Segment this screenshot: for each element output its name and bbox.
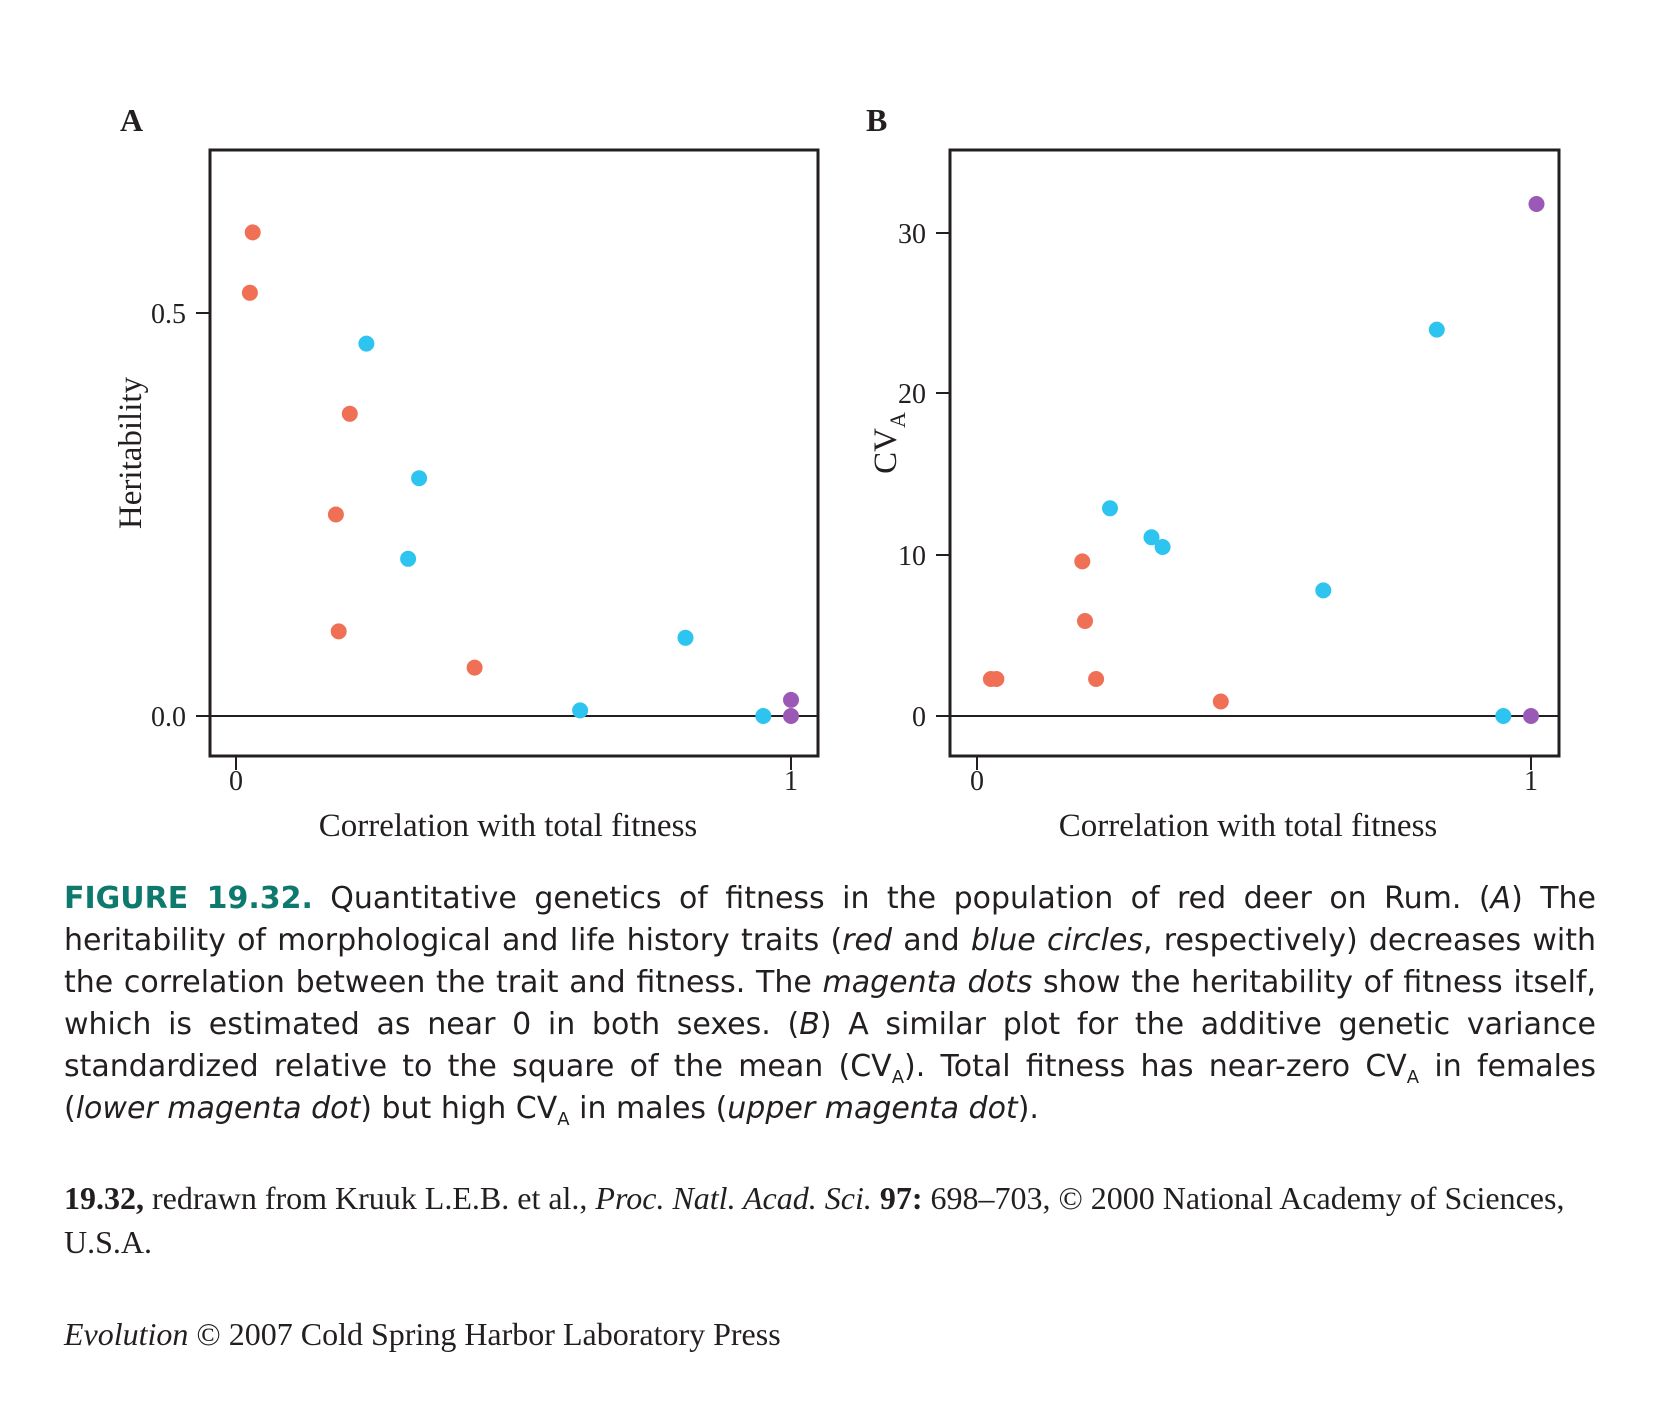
figure-label: FIGURE 19.32. <box>64 881 313 916</box>
panel-b-point-morphological <box>1077 613 1093 629</box>
panel-a-point-morphological <box>467 660 483 676</box>
panel-a-point-life_history <box>755 708 771 724</box>
panel-b-ytick-label-0: 0 <box>912 702 926 733</box>
panel-b-point-life_history <box>1315 582 1331 598</box>
figure-caption <box>64 878 1596 1130</box>
panel-b-frame <box>950 150 1559 756</box>
panel-b-point-life_history <box>1155 539 1171 555</box>
panel-b-point-morphological <box>1213 694 1229 710</box>
panel-b-point-life_history <box>1102 500 1118 516</box>
source-volume: 97: <box>879 1180 923 1216</box>
panel-b-point-life_history <box>1429 322 1445 338</box>
caption-text: show the heritability of fitness itself, which is estimated as near 0 in both sexes. ( <box>64 965 1596 1042</box>
caption-italic: B <box>799 1007 820 1042</box>
source-text <box>872 1180 880 1216</box>
panel-b-y-axis-label <box>868 412 910 474</box>
panel-b-point-fitness <box>1523 708 1539 724</box>
caption-text: ). Total fitness has near-zero CV <box>904 1049 1407 1084</box>
caption-text: ) The heritability of morphological and life history traits ( <box>64 881 1596 958</box>
panel-b <box>866 102 1559 844</box>
panel-a-x-axis-label: Correlation with total fitness <box>318 808 698 844</box>
source-text: redrawn from Kruuk L.E.B. et al., <box>144 1180 596 1216</box>
panel-b-ytick-label-2: 20 <box>898 379 926 410</box>
panel-a-point-morphological <box>331 623 347 639</box>
caption-italic: magenta dots <box>822 965 1033 1000</box>
caption-text: and <box>892 923 971 958</box>
panel-b-x-axis-label: Correlation with total fitness <box>1058 808 1438 844</box>
panel-b-point-fitness <box>1529 196 1545 212</box>
panel-b-ytick-label-3: 30 <box>898 219 926 250</box>
caption-italic: A <box>1490 881 1512 916</box>
panel-b-xtick-label-1: 1 <box>1524 766 1538 797</box>
panel-a-point-morphological <box>328 507 344 523</box>
caption-text: Quantitative genetics of fitness in the population of red deer on Rum. ( <box>312 881 1491 916</box>
caption-subscript: A <box>891 1067 905 1088</box>
caption-italic: blue circles <box>970 923 1144 958</box>
panel-b-point-life_history <box>1495 708 1511 724</box>
panel-a-point-life_history <box>678 630 694 646</box>
panel-a-ytick-label-0: 0.0 <box>151 702 186 733</box>
panel-b-point-morphological <box>988 671 1004 687</box>
panel-a-point-morphological <box>342 406 358 422</box>
panel-a-letter: A <box>120 102 144 138</box>
copyright-text: © 2007 Cold Spring Harbor Laboratory Press <box>188 1316 781 1352</box>
source-number: 19.32, <box>64 1180 144 1216</box>
panel-b-point-morphological <box>1074 553 1090 569</box>
caption-italic: lower magenta dot <box>75 1091 361 1126</box>
panel-b-point-morphological <box>1088 671 1104 687</box>
panel-a-point-life_history <box>400 551 416 567</box>
caption-italic: upper magenta dot <box>727 1091 1018 1126</box>
panel-b-y-axis-label-sub: A <box>885 412 910 429</box>
panel-a-point-fitness <box>783 708 799 724</box>
panel-b-xtick-label-0: 0 <box>970 766 984 797</box>
panel-a-ytick-label-1: 0.5 <box>151 299 186 330</box>
book-title: Evolution <box>64 1316 189 1352</box>
caption-text: in females ( <box>64 1049 1597 1126</box>
panel-b-ytick-label-1: 10 <box>898 541 926 572</box>
panel-a-point-morphological <box>242 285 258 301</box>
caption-text: ). <box>1017 1091 1039 1126</box>
figure-source <box>64 1176 1596 1264</box>
panel-a-points <box>242 224 799 724</box>
source-journal: Proc. Natl. Acad. Sci. <box>595 1180 872 1216</box>
panel-b-y-axis-label-main: CV <box>868 428 904 474</box>
source-text: 698–703, © 2000 National Academy of Sciences, U.S.A. <box>64 1180 1565 1260</box>
caption-text: ) but high CV <box>360 1091 558 1126</box>
panel-a-y-axis-label: Heritability <box>113 376 149 530</box>
caption-italic: red <box>842 923 892 958</box>
panel-b-points <box>983 196 1545 724</box>
caption-text: ) A similar plot for the additive genetic variance standardized relative to the square of the mean (CV <box>64 1007 1596 1084</box>
panel-a-point-fitness <box>783 692 799 708</box>
panel-b-y-axis-label-group <box>868 412 910 474</box>
panel-a-point-life_history <box>358 336 374 352</box>
panel-a-frame <box>210 150 818 756</box>
panel-a-point-life_history <box>411 470 427 486</box>
panel-a-xtick-label-0: 0 <box>229 766 243 797</box>
panel-b-letter: B <box>866 102 888 138</box>
panel-a-xtick-label-1: 1 <box>784 766 798 797</box>
panel-a <box>113 102 818 844</box>
panel-a-point-morphological <box>245 224 261 240</box>
caption-subscript: A <box>1406 1067 1420 1088</box>
caption-subscript: A <box>557 1109 570 1130</box>
panel-a-point-life_history <box>572 702 588 718</box>
caption-text: , respectively) decreases with the correlation between the trait and fitness. The <box>64 923 1596 1000</box>
copyright-line <box>64 1312 781 1356</box>
caption-text: in males ( <box>569 1091 728 1126</box>
